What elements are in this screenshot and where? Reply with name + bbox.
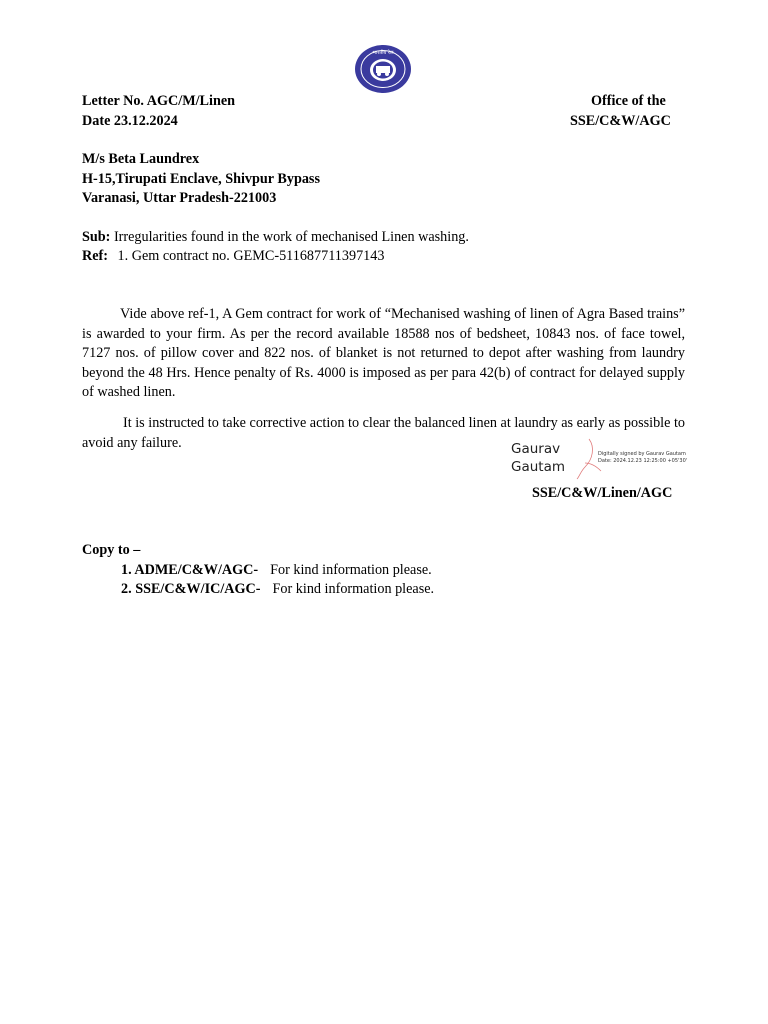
reference-text: 1. Gem contract no. GEMC-511687711397143 [117,248,385,264]
office-line-2: SSE/C&W/AGC [570,113,671,129]
copy-to-recipient: 2. SSE/C&W/IC/AGC- [121,581,261,597]
subject-line [82,229,469,246]
subject-label: Sub: [82,229,111,245]
signature-metadata [598,451,687,465]
signature-name [511,440,565,476]
reference-line [82,248,384,265]
indian-railways-logo-icon [354,44,412,94]
logo-text: भारतीय रेल [372,50,394,56]
addressee-address-1: H-15,Tirupati Enclave, Shivpur Bypass [82,171,320,187]
copy-to-heading: Copy to – [82,542,141,558]
signature-last-name: Gautam [511,459,566,475]
copy-to-note: For kind information please. [272,581,435,597]
signature-meta-line-2: Date: 2024.12.23 12:25:00 +05'30' [598,458,688,464]
signatory-designation: SSE/C&W/Linen/AGC [532,485,673,501]
letter-number: Letter No. AGC/M/Linen [82,93,236,109]
subject-text: Irregularities found in the work of mechanised Linen washing. [113,229,469,245]
copy-to-recipient: 1. ADME/C&W/AGC- [121,562,259,578]
body-paragraph-1: Vide above ref-1, A Gem contract for work of “Mechanised washing of linen of Agra Based trains” is awarded to your firm. As per the record available 18588 nos of bedsheet, 10843 nos. of face towel, 7127 nos. of pillow cover and 822 nos. of blanket is not returned to depot after washing from laundry beyond the 48 Hrs. Hence penalty of Rs. 4000 is imposed as per para 42(b) of contract for delayed supply of washed linen. [82,306,685,400]
copy-to-item [121,562,432,579]
addressee-name: M/s Beta Laundrex [82,151,200,167]
office-line-1: Office of the [591,93,666,109]
addressee-address-2: Varanasi, Uttar Pradesh-221003 [82,190,277,206]
signature-meta-line-1: Digitally signed by Gaurav Gautam [598,451,686,457]
signature-first-name: Gaurav [511,441,561,457]
reference-label: Ref: [82,248,108,264]
copy-to-note: For kind information please. [270,562,432,578]
copy-to-item [121,581,434,598]
letter-date: Date 23.12.2024 [82,113,178,129]
body-paragraph-2: It is instructed to take corrective action to clear the balanced linen at laundry as early as possible to avoid any failure. [82,415,685,451]
